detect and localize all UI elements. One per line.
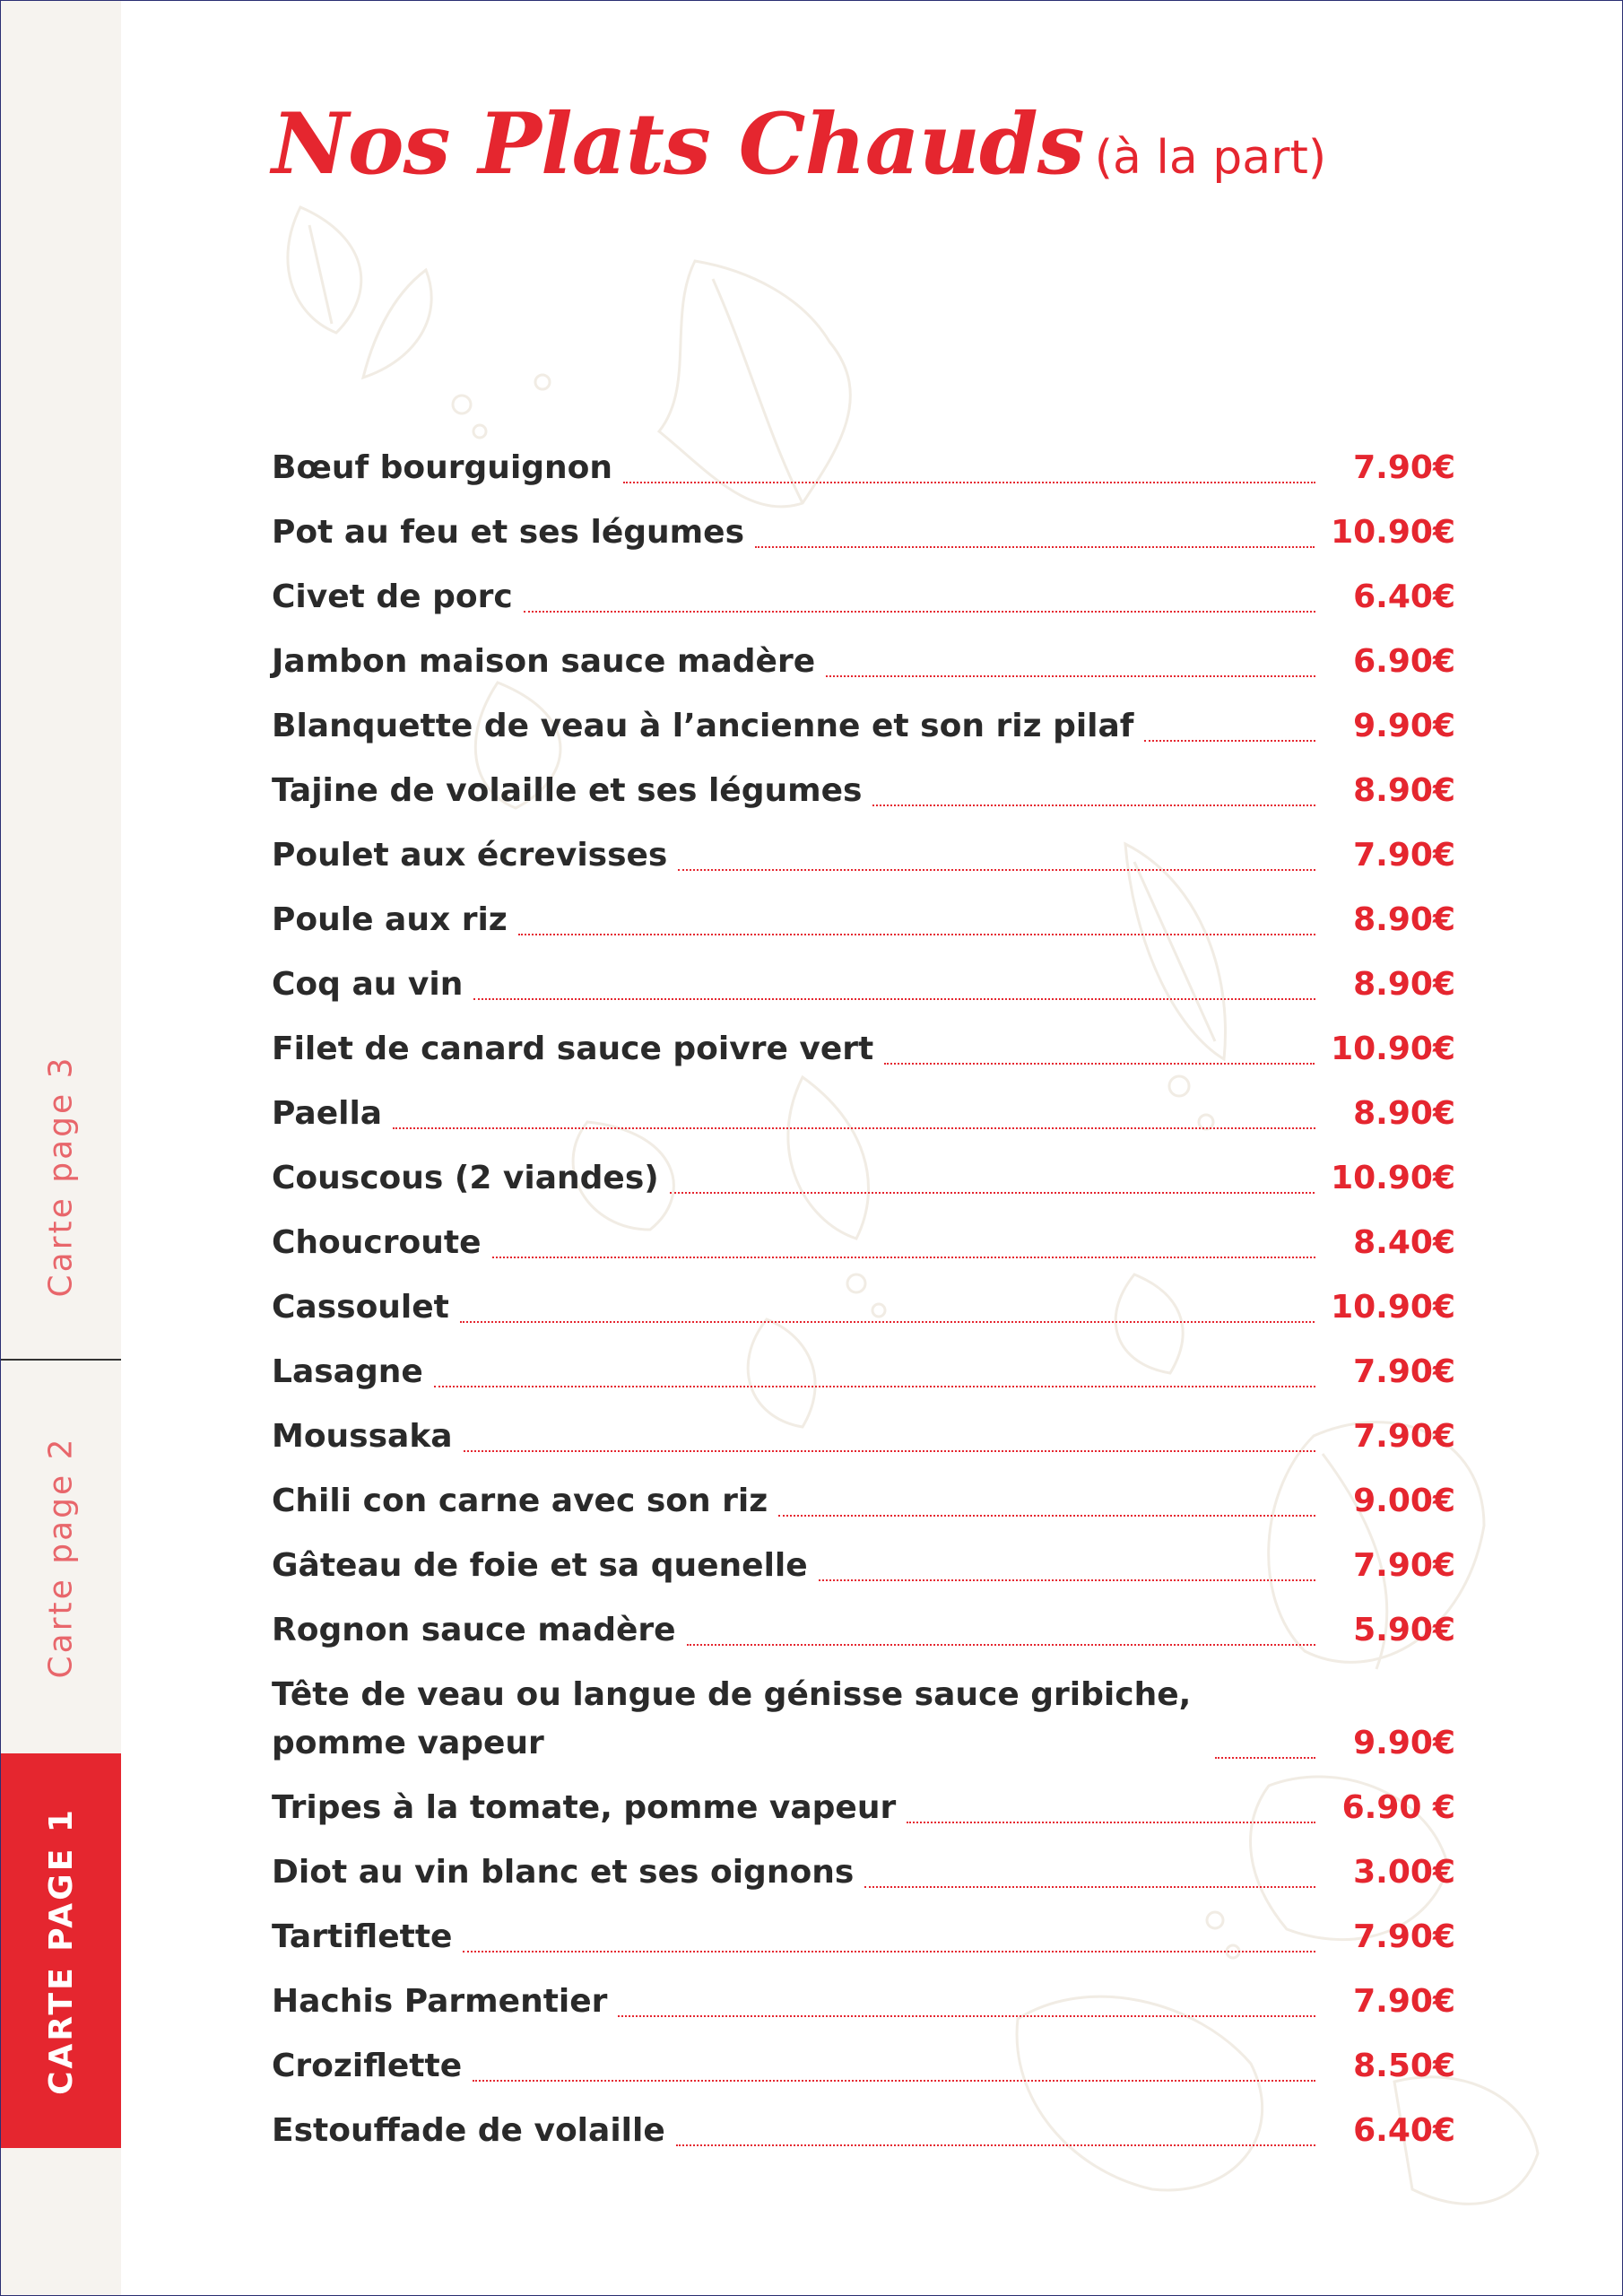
menu-item	[272, 1335, 1455, 1400]
dish-price: 7.90€	[1353, 1418, 1455, 1455]
dotted-leader	[1144, 740, 1315, 742]
dish-price: 8.40€	[1353, 1224, 1455, 1261]
dish-name: Choucroute	[272, 1224, 482, 1261]
dish-name: Cassoulet	[272, 1289, 449, 1326]
dish-name: Diot au vin blanc et ses oignons	[272, 1854, 855, 1891]
dish-price: 6.90€	[1353, 643, 1455, 680]
dish-price: 7.90€	[1353, 449, 1455, 486]
dotted-leader	[864, 1886, 1315, 1888]
dotted-leader	[670, 1192, 1315, 1194]
page-title: Nos Plats Chauds	[272, 95, 1084, 194]
dish-price: 8.90€	[1353, 966, 1455, 1003]
dish-price: 7.90€	[1353, 1353, 1455, 1390]
dish-name: Poulet aux écrevisses	[272, 837, 668, 874]
sidebar	[1, 1, 121, 2295]
dotted-leader	[687, 1644, 1315, 1646]
dotted-leader	[464, 1450, 1315, 1452]
dish-price: 10.90€	[1331, 1031, 1455, 1067]
tab-label: Carte page 3	[42, 1055, 80, 1297]
menu-item	[272, 1013, 1455, 1077]
dotted-leader	[434, 1386, 1315, 1387]
menu-item	[272, 1836, 1455, 1900]
dish-price: 9.90€	[1353, 1725, 1455, 1761]
dish-price: 6.90 €	[1341, 1789, 1455, 1826]
dish-price: 8.90€	[1353, 772, 1455, 809]
dish-price: 7.90€	[1353, 1983, 1455, 2020]
dish-name: Croziflette	[272, 2048, 463, 2084]
dish-price: 9.90€	[1353, 708, 1455, 744]
dish-price: 10.90€	[1331, 514, 1455, 551]
menu-item	[272, 431, 1455, 496]
dotted-leader	[460, 1321, 1315, 1323]
menu-item	[272, 1965, 1455, 2030]
tab-carte-page-2[interactable]	[1, 1361, 121, 1753]
dotted-leader	[618, 2015, 1315, 2017]
tab-carte-page-1[interactable]	[1, 1753, 121, 2148]
menu-item	[272, 948, 1455, 1013]
dotted-leader	[778, 1515, 1315, 1517]
menu-item	[272, 1142, 1455, 1206]
dish-price: 10.90€	[1331, 1289, 1455, 1326]
dotted-leader	[676, 2144, 1315, 2146]
dish-price: 9.00€	[1353, 1483, 1455, 1519]
menu-item	[272, 1400, 1455, 1465]
menu-item	[272, 1077, 1455, 1142]
dish-name: Chili con carne avec son riz	[272, 1483, 768, 1519]
dish-price: 7.90€	[1353, 1918, 1455, 1955]
dish-name: Civet de porc	[272, 578, 513, 615]
dish-name: Pot au feu et ses légumes	[272, 514, 745, 551]
dotted-leader	[473, 2080, 1315, 2082]
dish-price: 10.90€	[1331, 1160, 1455, 1196]
dotted-leader	[884, 1063, 1315, 1065]
tab-label: Carte page 2	[42, 1436, 80, 1678]
dish-name: Hachis Parmentier	[272, 1983, 608, 2020]
dish-price: 5.90€	[1353, 1612, 1455, 1648]
dish-name: Lasagne	[272, 1353, 423, 1390]
page-header	[272, 95, 1326, 194]
dish-name: Moussaka	[272, 1418, 453, 1455]
dotted-leader	[755, 546, 1315, 548]
dotted-leader	[872, 804, 1315, 806]
dotted-leader	[623, 482, 1315, 483]
menu-item	[272, 1771, 1455, 1836]
tab-label: CARTE PAGE 1	[42, 1806, 80, 2095]
dish-name: Rognon sauce madère	[272, 1612, 676, 1648]
menu-item	[272, 2094, 1455, 2159]
menu-item	[272, 819, 1455, 883]
menu-item	[272, 2030, 1455, 2094]
dish-price: 7.90€	[1353, 837, 1455, 874]
menu-item	[272, 1465, 1455, 1529]
dotted-leader	[463, 1951, 1315, 1952]
dotted-leader	[524, 611, 1315, 613]
tab-carte-page-3[interactable]	[1, 993, 121, 1361]
dish-price: 8.50€	[1353, 2048, 1455, 2084]
dotted-leader	[678, 869, 1315, 871]
menu-list	[272, 431, 1455, 2159]
dish-price: 6.40€	[1353, 578, 1455, 615]
dish-name: Blanquette de veau à l’ancienne et son riz pilaf	[272, 708, 1134, 744]
menu-item	[272, 1271, 1455, 1335]
dotted-leader	[473, 998, 1315, 1000]
menu-item	[272, 625, 1455, 690]
menu-item	[272, 690, 1455, 754]
dish-name: Jambon maison sauce madère	[272, 643, 816, 680]
dotted-leader	[518, 934, 1315, 935]
menu-item	[272, 1900, 1455, 1965]
dish-name: Tête de veau ou langue de génisse sauce gribiche, pomme vapeur	[272, 1676, 1192, 1761]
dish-name: Couscous (2 viandes)	[272, 1160, 659, 1196]
dish-price: 6.40€	[1353, 2112, 1455, 2149]
menu-item	[272, 883, 1455, 948]
dish-price: 8.90€	[1353, 901, 1455, 938]
dish-name: Filet de canard sauce poivre vert	[272, 1031, 874, 1067]
dish-price: 3.00€	[1353, 1854, 1455, 1891]
dotted-leader	[393, 1127, 1315, 1129]
dotted-leader	[492, 1257, 1316, 1258]
menu-item	[272, 496, 1455, 561]
menu-item	[272, 1658, 1455, 1771]
dish-price: 8.90€	[1353, 1095, 1455, 1132]
dotted-leader	[826, 675, 1315, 677]
dish-name: Tajine de volaille et ses légumes	[272, 772, 863, 809]
dish-name: Bœuf bourguignon	[272, 449, 613, 486]
dish-name: Gâteau de foie et sa quenelle	[272, 1547, 808, 1584]
dish-name: Estouffade de volaille	[272, 2112, 665, 2149]
dish-name: Tripes à la tomate, pomme vapeur	[272, 1789, 897, 1826]
menu-item	[272, 1594, 1455, 1658]
menu-item	[272, 561, 1455, 625]
dotted-leader	[1215, 1757, 1315, 1759]
dish-price: 7.90€	[1353, 1547, 1455, 1584]
dish-name: Paella	[272, 1095, 383, 1132]
menu-item	[272, 754, 1455, 819]
dotted-leader	[819, 1579, 1315, 1581]
dotted-leader	[907, 1822, 1315, 1823]
menu-item	[272, 1529, 1455, 1594]
page-subtitle: (à la part)	[1094, 131, 1327, 185]
dish-name: Poule aux riz	[272, 901, 508, 938]
dish-name: Coq au vin	[272, 966, 464, 1003]
menu-item	[272, 1206, 1455, 1271]
dish-name: Tartiflette	[272, 1918, 453, 1955]
